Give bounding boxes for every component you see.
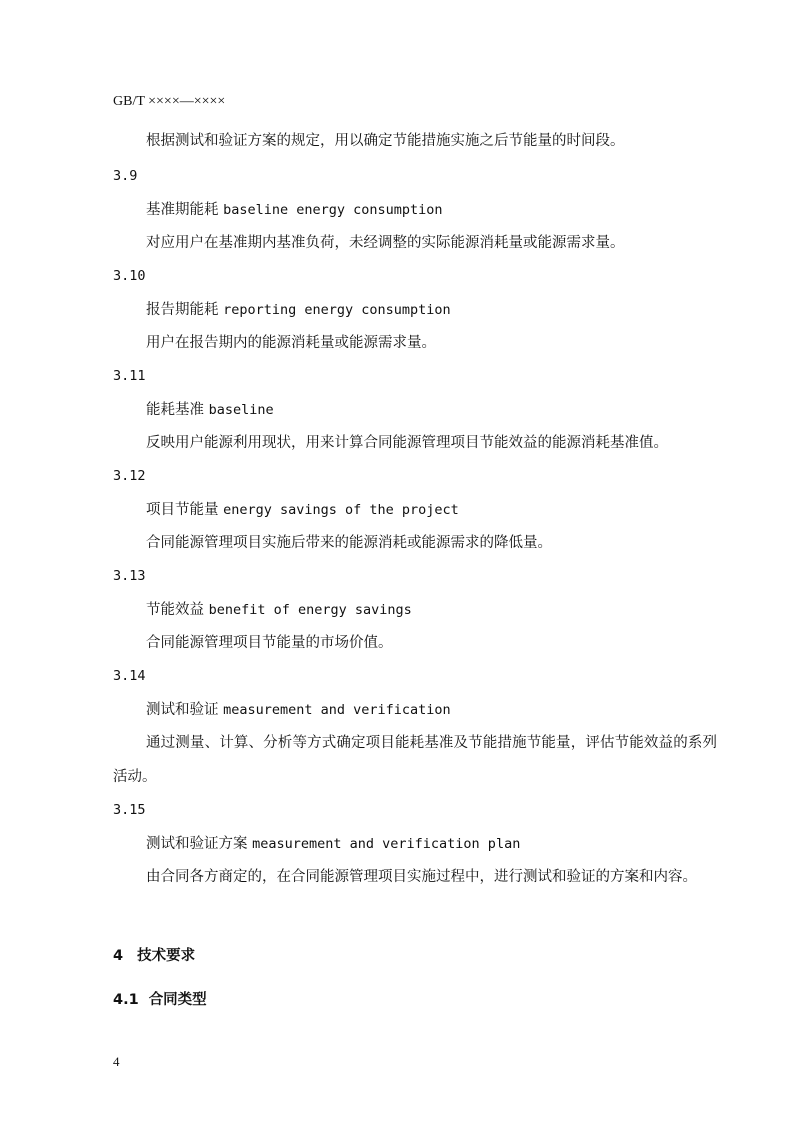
definition-text: 用户在报告期内的能源消耗量或能源需求量。 (146, 335, 436, 351)
term-title-en: benefit of energy savings (208, 602, 412, 618)
term-title-en: energy savings of the project (223, 502, 459, 518)
term-title (146, 300, 451, 320)
term-title-cn: 报告期能耗 (146, 302, 219, 318)
definition-text: 合同能源管理项目实施后带来的能源消耗或能源需求的降低量。 (146, 535, 552, 551)
definition-text: 对应用户在基准期内基准负荷，未经调整的实际能源消耗量或能源需求量。 (146, 235, 625, 251)
section-title: 技术要求 (137, 948, 196, 964)
term-title (146, 700, 451, 720)
term-title-en: reporting energy consumption (223, 302, 451, 318)
term-title-en: baseline (208, 402, 274, 418)
definition-text: 通过测量、计算、分析等方式确定项目能耗基准及节能措施节能量，评估节能效益的系列活动。 (113, 735, 717, 785)
term-number: 3.11 (113, 368, 146, 384)
term-title-cn: 基准期能耗 (146, 202, 219, 218)
term-number: 3.9 (113, 168, 138, 184)
term-number: 3.13 (113, 568, 146, 584)
term-number: 3.10 (113, 268, 146, 284)
definition-text: 由合同各方商定的，在合同能源管理项目实施过程中，进行测试和验证的方案和内容。 (146, 869, 697, 885)
term-title-en: measurement and verification plan (252, 836, 521, 852)
section-title: 合同类型 (148, 992, 207, 1008)
term-title (146, 400, 274, 420)
term-number: 3.12 (113, 468, 146, 484)
term-title-cn: 节能效益 (146, 602, 204, 618)
term-title (146, 834, 520, 854)
subsection-heading (113, 988, 207, 1009)
term-title-cn: 测试和验证 (146, 702, 219, 718)
term-title (146, 600, 412, 620)
term-number: 3.14 (113, 668, 146, 684)
page-number: 4 (113, 1054, 120, 1069)
definition-text: 根据测试和验证方案的规定，用以确定节能措施实施之后节能量的时间段。 (146, 133, 625, 149)
term-title-cn: 能耗基准 (146, 402, 204, 418)
term-title-cn: 测试和验证方案 (146, 836, 248, 852)
term-title-en: measurement and verification (223, 702, 451, 718)
term-number: 3.15 (113, 802, 146, 818)
section-heading (113, 944, 195, 965)
term-title-cn: 项目节能量 (146, 502, 219, 518)
document-id-header: GB/T ××××—×××× (113, 94, 226, 109)
section-number: 4 (113, 948, 124, 964)
definition-text: 合同能源管理项目节能量的市场价值。 (146, 635, 393, 651)
term-title (146, 500, 459, 520)
term-title-en: baseline energy consumption (223, 202, 443, 218)
definition-text: 反映用户能源利用现状，用来计算合同能源管理项目节能效益的能源消耗基准值。 (146, 435, 668, 451)
section-number: 4.1 (113, 992, 139, 1008)
term-title (146, 200, 443, 220)
